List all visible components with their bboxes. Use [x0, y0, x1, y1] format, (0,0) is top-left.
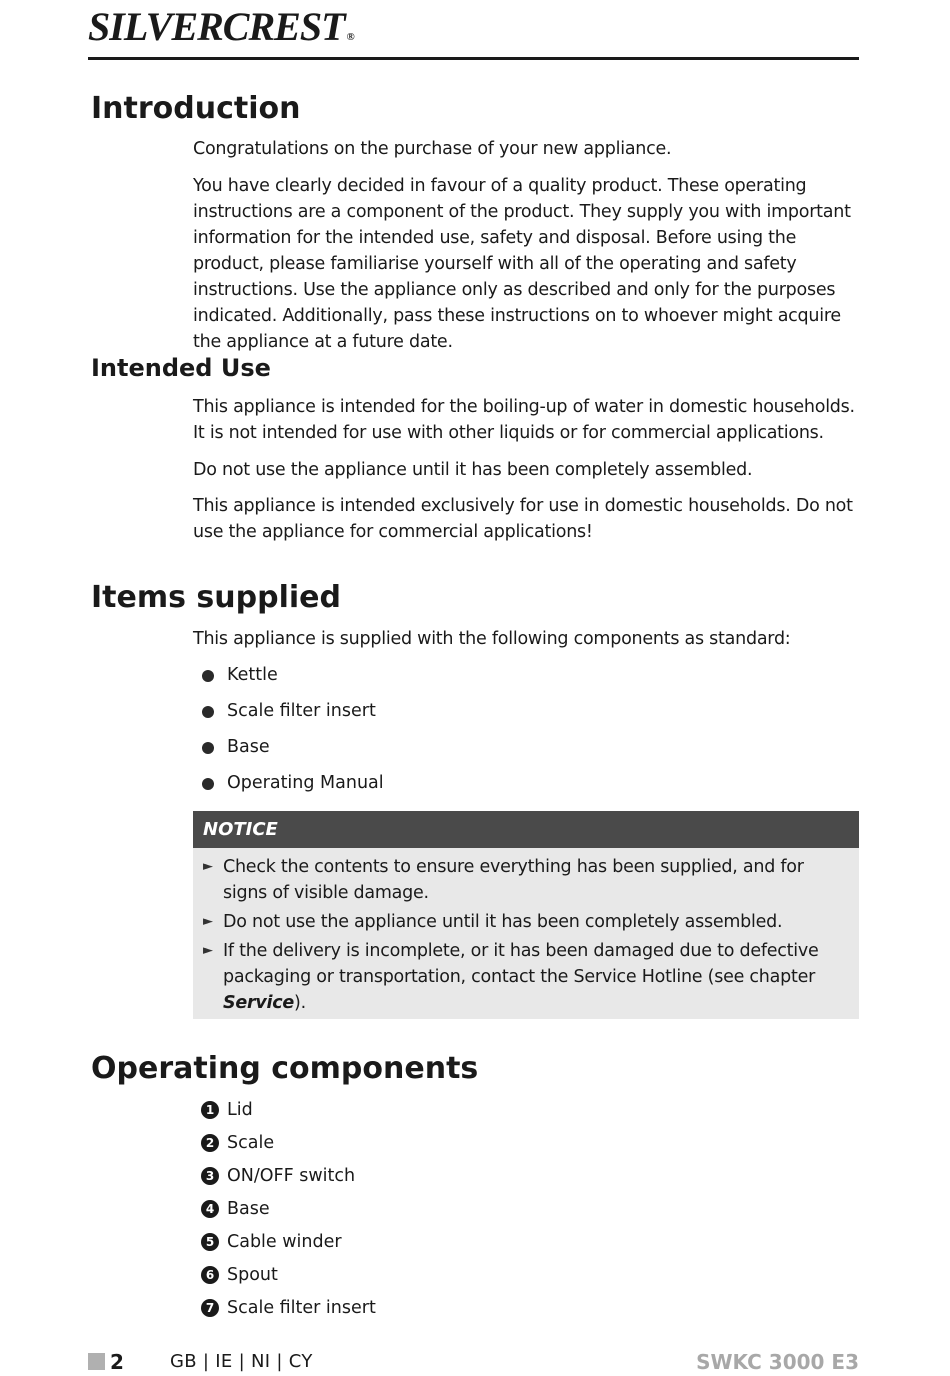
item-label: Operating Manual: [227, 773, 384, 793]
introduction-paragraph-1: Congratulations on the purchase of your new appliance.: [193, 139, 672, 159]
list-item: [200, 698, 384, 734]
header-rule: [88, 57, 859, 60]
item-label: Base: [227, 737, 270, 757]
item-label: Kettle: [227, 665, 278, 685]
brand-logo: SILVERCREST ®: [88, 4, 354, 49]
component-item: [201, 1229, 376, 1262]
component-item: [201, 1130, 376, 1163]
arrow-right-icon: ►: [203, 914, 213, 929]
notice-item-suffix: ).: [294, 993, 306, 1013]
notice-item: [193, 938, 859, 1016]
intended-use-heading: Intended Use: [91, 354, 271, 382]
number-badge-icon: 3: [201, 1167, 219, 1185]
page-marker-icon: [88, 1353, 105, 1370]
component-label: Lid: [227, 1100, 253, 1120]
arrow-right-icon: ►: [203, 859, 213, 874]
component-item: [201, 1196, 376, 1229]
notice-item-text: Check the contents to ensure everything has been supplied, and for signs of visible damage.: [223, 857, 804, 903]
introduction-paragraph-2: You have clearly decided in favour of a quality product. These operating instructions are a component of the product. They supply you with important information for the intended use, safety and disposal. Before using the product, please familiarise yourself with all of the operating and safety instructions. Use the appliance only as described and only for the purposes indicated. Additionally, pass these instructions on to whoever might acquire the appliance at a future date.: [193, 176, 851, 352]
list-item: [200, 662, 384, 698]
notice-item: [193, 854, 859, 906]
bullet-icon: [202, 778, 214, 790]
service-chapter-reference: Service: [223, 993, 295, 1013]
component-item: [201, 1262, 376, 1295]
intended-use-paragraph-1: This appliance is intended for the boiling-up of water in domestic households. It is not intended for use with other liquids or for commercial applications.: [193, 397, 855, 443]
component-label: Spout: [227, 1265, 278, 1285]
notice-list: [193, 848, 859, 1016]
number-badge-icon: 2: [201, 1134, 219, 1152]
number-badge-icon: 4: [201, 1200, 219, 1218]
intended-use-paragraph-2: Do not use the appliance until it has been completely assembled.: [193, 460, 753, 480]
component-label: Cable winder: [227, 1232, 342, 1252]
list-item: [200, 770, 384, 806]
intended-use-paragraph-3: This appliance is intended exclusively for use in domestic households. Do not use the appliance for commercial applications!: [193, 496, 853, 542]
notice-item-text: If the delivery is incomplete, or it has been damaged due to defective packaging or transportation, contact the Service Hotline (see chapter: [223, 941, 819, 987]
introduction-heading: Introduction: [91, 91, 301, 126]
page-footer: [88, 1348, 859, 1376]
items-supplied-heading: Items supplied: [91, 580, 341, 615]
bullet-icon: [202, 670, 214, 682]
notice-item: [193, 909, 859, 935]
operating-components-list: [201, 1097, 376, 1328]
list-item: [200, 734, 384, 770]
registered-mark: ®: [346, 31, 354, 43]
component-label: Scale filter insert: [227, 1298, 376, 1318]
bullet-icon: [202, 706, 214, 718]
number-badge-icon: 5: [201, 1233, 219, 1251]
component-item: [201, 1295, 376, 1328]
operating-components-heading: Operating components: [91, 1051, 479, 1086]
component-label: Scale: [227, 1133, 275, 1153]
page-number: 2: [110, 1350, 124, 1374]
number-badge-icon: 1: [201, 1101, 219, 1119]
items-supplied-list: [200, 662, 384, 806]
notice-item-text: Do not use the appliance until it has been completely assembled.: [223, 912, 783, 932]
notice-title: NOTICE: [193, 811, 859, 848]
component-item: [201, 1163, 376, 1196]
item-label: Scale filter insert: [227, 701, 376, 721]
component-item: [201, 1097, 376, 1130]
number-badge-icon: 7: [201, 1299, 219, 1317]
notice-box: [193, 811, 859, 1019]
arrow-right-icon: ►: [203, 943, 213, 958]
items-supplied-intro: This appliance is supplied with the following components as standard:: [193, 629, 791, 649]
number-badge-icon: 6: [201, 1266, 219, 1284]
bullet-icon: [202, 742, 214, 754]
model-number: SWKC 3000 E3: [696, 1350, 859, 1374]
language-codes: GB | IE | NI | CY: [170, 1351, 313, 1372]
component-label: Base: [227, 1199, 270, 1219]
component-label: ON/OFF switch: [227, 1166, 356, 1186]
